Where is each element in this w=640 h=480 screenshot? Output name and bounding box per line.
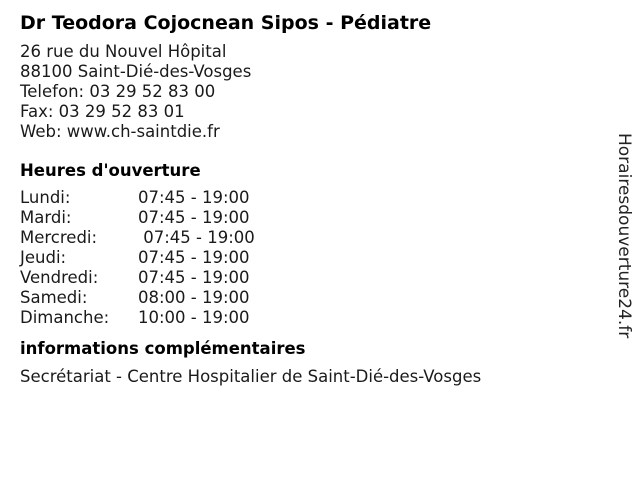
time-range: 10:00 - 19:00: [138, 308, 250, 327]
hours-row-saturday: [20, 288, 590, 308]
hours-row-sunday: [20, 308, 590, 328]
time-range: 08:00 - 19:00: [138, 288, 250, 307]
hours-row-tuesday: [20, 208, 590, 228]
day-label: Mardi:: [20, 208, 72, 227]
time-range: 07:45 - 19:00: [138, 228, 255, 247]
site-watermark: Horairesdouverture24.fr: [614, 133, 634, 339]
hours-heading: Heures d'ouverture: [20, 161, 201, 180]
info-text: Secrétariat - Centre Hospitalier de Saint-Dié-des-Vosges: [20, 367, 482, 386]
day-label: Mercredi:: [20, 228, 98, 247]
day-label: Lundi:: [20, 188, 71, 207]
day-label: Dimanche:: [20, 308, 110, 327]
page-title: Dr Teodora Cojocnean Sipos - Pédiatre: [20, 12, 432, 34]
hours-row-friday: [20, 268, 590, 288]
day-label: Vendredi:: [20, 268, 99, 287]
hours-row-thursday: [20, 248, 590, 268]
hours-table: [20, 188, 590, 328]
contact-block: [20, 42, 590, 142]
hours-row-monday: [20, 188, 590, 208]
time-range: 07:45 - 19:00: [138, 208, 250, 227]
day-label: Jeudi:: [20, 248, 67, 267]
phone-number: Telefon: 03 29 52 83 00: [20, 82, 216, 101]
day-label: Samedi:: [20, 288, 88, 307]
street-address: 26 rue du Nouvel Hôpital: [20, 42, 227, 61]
time-range: 07:45 - 19:00: [138, 248, 250, 267]
business-card: [20, 10, 590, 388]
website-link[interactable]: Web: www.ch-saintdie.fr: [20, 122, 220, 141]
time-range: 07:45 - 19:00: [138, 268, 250, 287]
fax-number: Fax: 03 29 52 83 01: [20, 102, 185, 121]
hours-row-wednesday: [20, 228, 590, 248]
info-heading: informations complémentaires: [20, 339, 306, 358]
time-range: 07:45 - 19:00: [138, 188, 250, 207]
city-address: 88100 Saint-Dié-des-Vosges: [20, 62, 252, 81]
